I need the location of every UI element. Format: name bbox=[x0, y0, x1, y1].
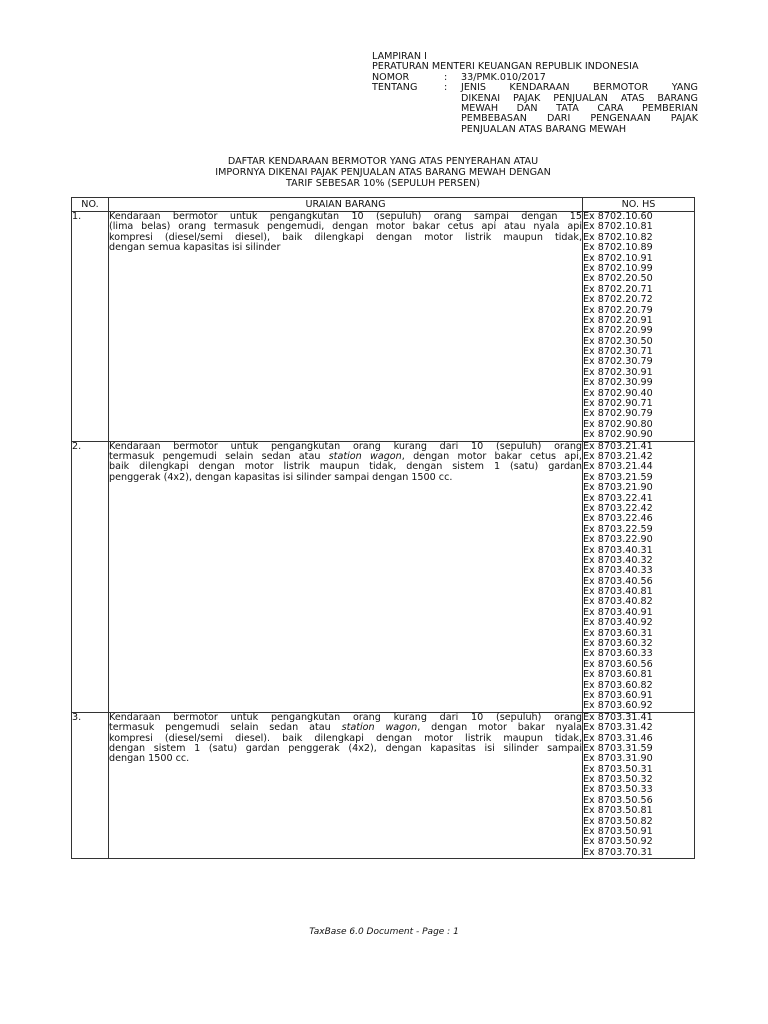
hs-code: Ex 8703.50.81 bbox=[583, 805, 653, 817]
tentang-line: MEWAH DAN TATA CARA PEMBERIAN bbox=[461, 103, 698, 115]
hs-code: Ex 8703.70.31 bbox=[583, 846, 653, 858]
hs-code: Ex 8702.10.60 bbox=[583, 211, 653, 222]
hs-code: Ex 8702.90.71 bbox=[583, 398, 653, 410]
hs-code-list bbox=[583, 212, 695, 442]
hs-code: Ex 8703.50.91 bbox=[583, 826, 653, 838]
description-text: , dengan motor bakar nyala bbox=[417, 722, 582, 734]
hs-code: Ex 8703.31.90 bbox=[583, 753, 653, 765]
page-footer: TaxBase 6.0 Document - Page : 1 bbox=[309, 927, 459, 937]
header-no: NO. bbox=[72, 198, 109, 212]
hs-code: Ex 8702.90.90 bbox=[583, 429, 653, 441]
description-line: (lima belas) orang termasuk pengemudi, dengan motor bakar cetus api atau nyala api bbox=[109, 221, 582, 233]
tentang-row bbox=[372, 83, 698, 135]
item-description bbox=[109, 212, 583, 442]
hs-code: Ex 8703.21.41 bbox=[583, 440, 653, 452]
hs-code: Ex 8702.10.99 bbox=[583, 262, 653, 274]
hs-code: Ex 8703.31.41 bbox=[583, 711, 653, 723]
hs-code: Ex 8702.20.99 bbox=[583, 325, 653, 337]
italic-term: station wagon bbox=[328, 451, 402, 462]
hs-code: Ex 8703.22.41 bbox=[583, 492, 653, 504]
hs-code: Ex 8703.60.81 bbox=[583, 669, 653, 681]
hs-code: Ex 8702.90.79 bbox=[583, 408, 653, 420]
hs-code: Ex 8703.60.33 bbox=[583, 648, 653, 660]
tentang-value bbox=[461, 83, 698, 135]
hs-code: Ex 8703.50.33 bbox=[583, 784, 653, 796]
hs-code: Ex 8703.50.32 bbox=[583, 774, 653, 786]
title-line-1: DAFTAR KENDARAAN BERMOTOR YANG ATAS PENYERAHAN ATAU bbox=[227, 156, 539, 167]
tentang-line: PENJUALAN ATAS BARANG MEWAH bbox=[461, 123, 627, 135]
hs-code: Ex 8703.50.56 bbox=[583, 794, 653, 806]
italic-term: station wagon bbox=[341, 722, 418, 734]
hs-code: Ex 8703.60.82 bbox=[583, 679, 653, 691]
hs-code: Ex 8703.22.46 bbox=[583, 513, 653, 525]
hs-code: Ex 8703.40.56 bbox=[583, 575, 653, 587]
hs-code: Ex 8702.20.71 bbox=[583, 283, 653, 295]
tentang-colon: : bbox=[444, 82, 448, 94]
description-line bbox=[109, 473, 582, 483]
nomor-value: 33/PMK.010/2017 bbox=[461, 71, 546, 83]
header-uraian: URAIAN BARANG bbox=[109, 198, 583, 212]
table-row bbox=[72, 212, 695, 442]
hs-code: Ex 8702.10.81 bbox=[583, 221, 653, 233]
hs-code: Ex 8703.31.59 bbox=[583, 742, 653, 754]
hs-code: Ex 8703.50.92 bbox=[583, 836, 653, 848]
hs-code: Ex 8703.50.31 bbox=[583, 763, 653, 775]
hs-code: Ex 8703.60.92 bbox=[583, 700, 653, 712]
hs-code: Ex 8702.20.91 bbox=[583, 314, 653, 326]
hs-code: Ex 8702.10.91 bbox=[583, 252, 653, 264]
hs-code: Ex 8703.60.91 bbox=[583, 689, 653, 701]
description-text: dengan 1500 cc. bbox=[109, 753, 190, 765]
description-text: baik dilengkapi dengan motor listrik maupun tidak, dengan sistem 1 (satu) gardan bbox=[109, 461, 582, 473]
hs-code: Ex 8703.31.46 bbox=[583, 732, 653, 744]
hs-code: Ex 8703.21.90 bbox=[583, 482, 653, 494]
table-header-row bbox=[72, 198, 695, 212]
hs-code: Ex 8703.21.59 bbox=[583, 471, 653, 483]
row-number: 2. bbox=[72, 441, 109, 712]
description-text: Kendaraan bermotor untuk pengangkutan orang kurang dari 10 (sepuluh) orang bbox=[109, 711, 582, 723]
regulation-title: PERATURAN MENTERI KEUANGAN REPUBLIK INDONESIA bbox=[372, 61, 639, 73]
lampiran-label: LAMPIRAN I bbox=[372, 51, 427, 62]
regulation-header bbox=[372, 52, 698, 135]
hs-code: Ex 8702.20.50 bbox=[583, 273, 653, 285]
description-text: kompresi (diesel/semi diesel). baik dilengkapi dengan motor listrik maupun tidak, bbox=[109, 732, 582, 744]
description-line bbox=[109, 754, 582, 764]
title-line-2: IMPORNYA DIKENAI PAJAK PENJUALAN ATAS BARANG MEWAH DENGAN bbox=[215, 167, 551, 178]
description-text: , dengan motor bakar cetus api, bbox=[401, 451, 582, 462]
table-row bbox=[72, 441, 695, 712]
header-hs: NO. HS bbox=[583, 198, 695, 212]
hs-code: Ex 8703.60.32 bbox=[583, 638, 653, 650]
hs-code: Ex 8703.40.31 bbox=[583, 544, 653, 556]
hs-code: Ex 8703.22.42 bbox=[583, 502, 653, 514]
row-number: 3. bbox=[72, 712, 109, 858]
tentang-line: JENIS KENDARAAN BERMOTOR YANG bbox=[461, 82, 698, 94]
nomor-label: NOMOR bbox=[372, 71, 410, 83]
hs-code: Ex 8703.22.59 bbox=[583, 523, 653, 535]
hs-code: Ex 8702.30.99 bbox=[583, 377, 653, 389]
hs-code: Ex 8703.40.33 bbox=[583, 565, 653, 577]
hs-code: Ex 8703.60.56 bbox=[583, 658, 653, 670]
title-line-3: TARIF SEBESAR 10% (SEPULUH PERSEN) bbox=[286, 178, 480, 189]
hs-code: Ex 8702.20.72 bbox=[583, 294, 653, 306]
hs-code: Ex 8702.30.91 bbox=[583, 366, 653, 378]
description-text: penggerak (4x2), dengan kapasitas isi silinder sampai dengan 1500 cc. bbox=[109, 471, 453, 483]
tentang-label: TENTANG bbox=[372, 82, 418, 94]
vehicle-table bbox=[71, 197, 695, 859]
description-text: termasuk pengemudi selain sedan atau bbox=[109, 451, 329, 462]
hs-code: Ex 8702.90.40 bbox=[583, 387, 653, 399]
hs-code: Ex 8702.30.71 bbox=[583, 346, 653, 358]
hs-code: Ex 8702.90.80 bbox=[583, 418, 653, 430]
hs-code: Ex 8702.30.50 bbox=[583, 335, 653, 347]
description-line: dengan semua kapasitas isi silinder bbox=[109, 242, 281, 254]
tentang-line: DIKENAI PAJAK PENJUALAN ATAS BARANG bbox=[461, 92, 698, 104]
description-line: Kendaraan bermotor untuk pengangkutan 10 (sepuluh) orang sampai dengan 15 bbox=[109, 211, 582, 222]
hs-code-list bbox=[583, 441, 695, 712]
document-title bbox=[72, 156, 694, 189]
hs-code: Ex 8703.21.42 bbox=[583, 450, 653, 462]
description-text: dengan sistem 1 (satu) gardan penggerak (4x2), dengan kapasitas isi silinder sampai bbox=[109, 742, 582, 754]
hs-code: Ex 8703.40.81 bbox=[583, 586, 653, 598]
hs-code-list bbox=[583, 712, 695, 858]
nomor-colon: : bbox=[444, 71, 448, 83]
hs-code: Ex 8702.10.89 bbox=[583, 242, 653, 254]
row-number: 1. bbox=[72, 212, 109, 442]
hs-code: Ex 8703.50.82 bbox=[583, 815, 653, 827]
hs-code: Ex 8702.20.79 bbox=[583, 304, 653, 316]
hs-code: Ex 8702.30.79 bbox=[583, 356, 653, 368]
hs-code: Ex 8702.10.82 bbox=[583, 231, 653, 243]
item-description bbox=[109, 712, 583, 858]
tentang-line: PEMBEBASAN DARI PENGENAAN PAJAK bbox=[461, 113, 698, 125]
description-line: kompresi (diesel/semi diesel), baik dilengkapi dengan motor listrik maupun tidak, bbox=[109, 231, 582, 243]
item-description bbox=[109, 441, 583, 712]
hs-code: Ex 8703.40.91 bbox=[583, 606, 653, 618]
description-text: Kendaraan bermotor untuk pengangkutan orang kurang dari 10 (sepuluh) orang bbox=[109, 440, 582, 452]
description-text: termasuk pengemudi selain sedan atau bbox=[109, 722, 342, 734]
hs-code: Ex 8703.60.31 bbox=[583, 627, 653, 639]
table-row bbox=[72, 712, 695, 858]
hs-code: Ex 8703.40.92 bbox=[583, 617, 653, 629]
hs-code: Ex 8703.40.32 bbox=[583, 554, 653, 566]
hs-code: Ex 8703.40.82 bbox=[583, 596, 653, 608]
hs-code: Ex 8703.21.44 bbox=[583, 461, 653, 473]
hs-code: Ex 8703.22.90 bbox=[583, 534, 653, 546]
hs-code: Ex 8703.31.42 bbox=[583, 722, 653, 734]
